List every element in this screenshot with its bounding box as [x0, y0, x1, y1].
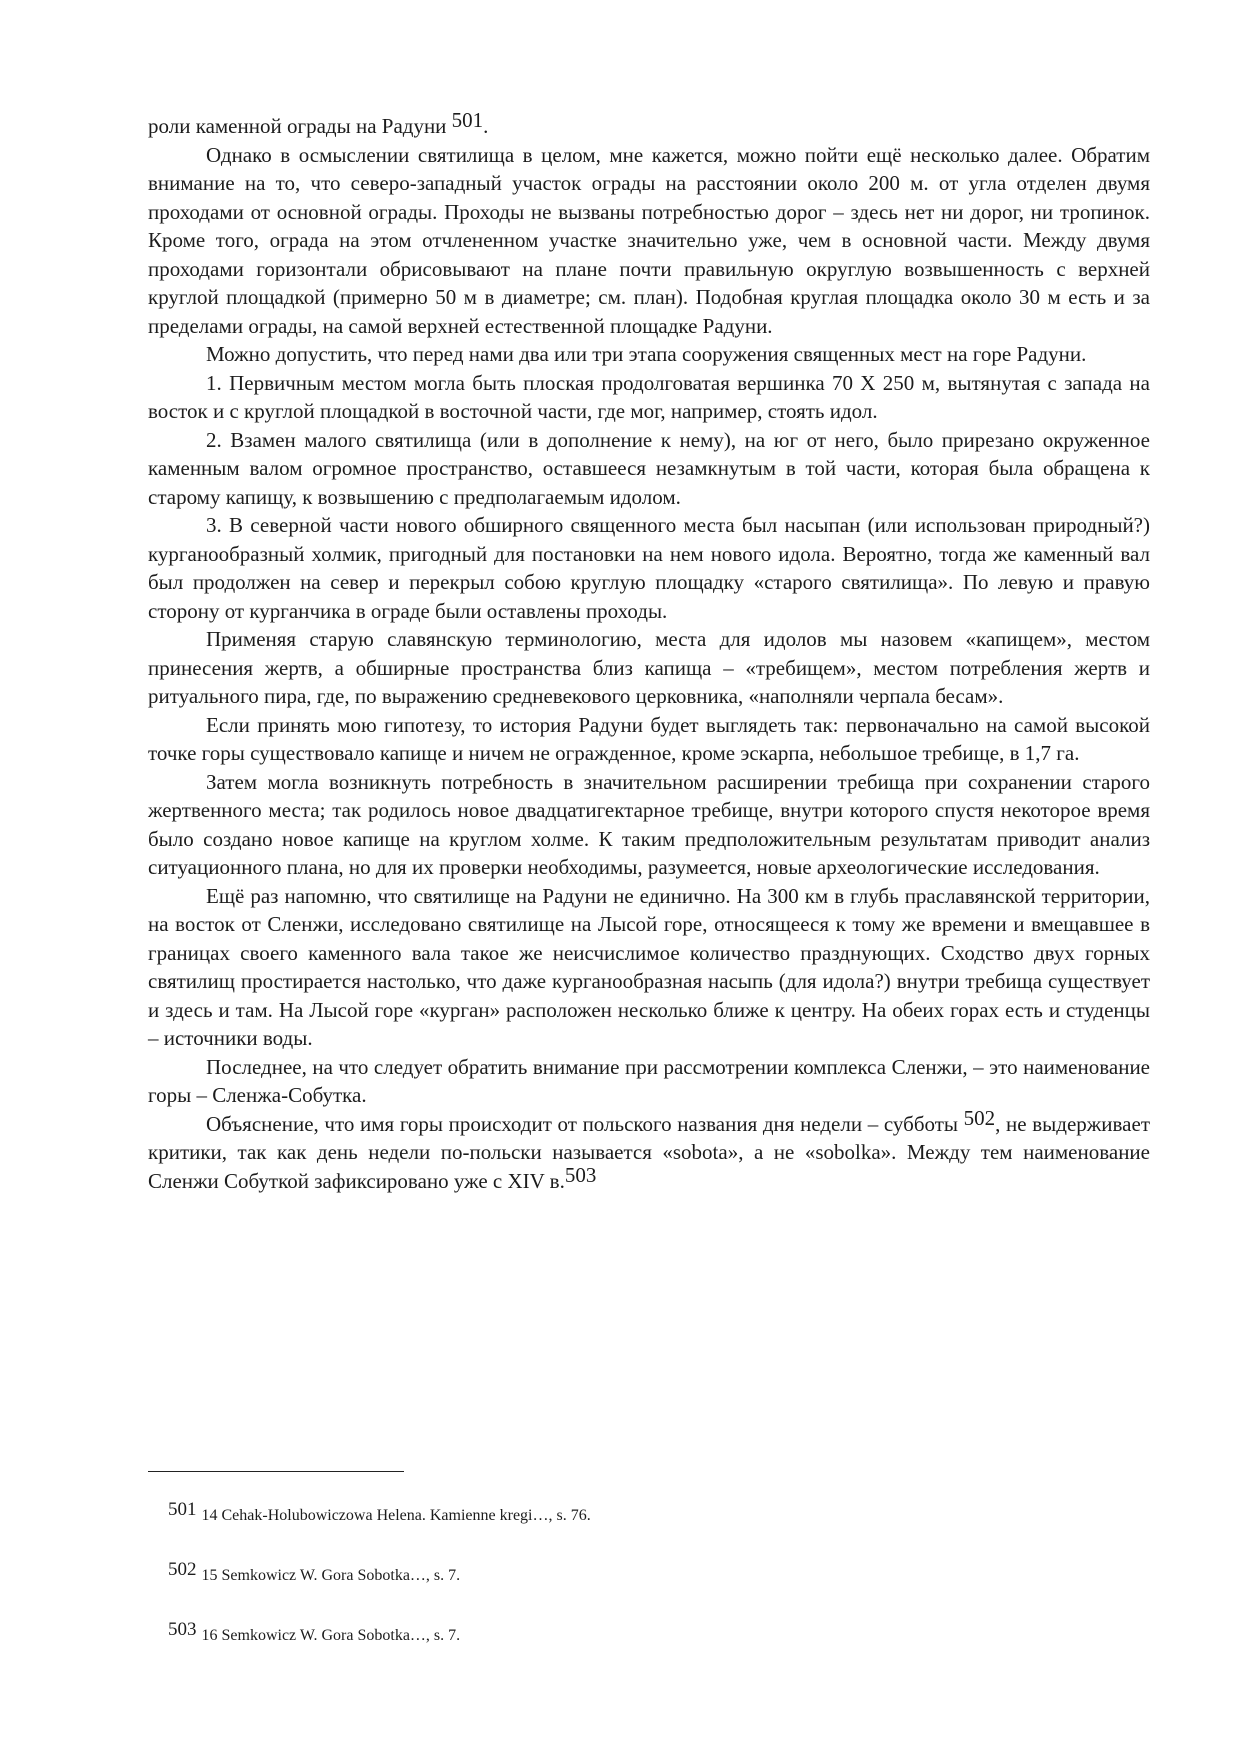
- footnote-ref[interactable]: 502: [963, 1105, 996, 1130]
- paragraph-tail: .: [483, 114, 489, 138]
- paragraph-11: [148, 1105, 1150, 1196]
- list-item-3: 3. В северной части нового обширного священного места был насыпан (или использован природный?) курганообразный холмик, пригодный для постановки на нем нового идола. Вероятно, тогда же каменный вал был продолжен на север и перекрыл собою круглую площадку «старого святилища». По левую и правую сторону от курганчика в ограде были оставлены проходы.: [148, 513, 1150, 623]
- paragraph-text: роли каменной ограды на Радуни: [148, 114, 452, 138]
- footnote-number: 503: [168, 1619, 197, 1640]
- paragraph-text: , не выдерживает критики, так как день недели по-польски называется «sobota», а не «sobolka». Между тем наименование Сленжи Собуткой зафиксировано уже с XIV в.: [148, 1111, 1150, 1193]
- footnote-divider: [148, 1471, 404, 1472]
- footnote-ref[interactable]: 501: [451, 108, 484, 132]
- paragraph-2: Можно допустить, что перед нами два или три этапа сооружения священных мест на горе Радуни.: [206, 342, 1087, 366]
- footnote-text: 16 Semkowicz W. Gora Sobotka…, s. 7.: [201, 1627, 461, 1644]
- paragraph-0: [148, 108, 1150, 141]
- list-item-2: 2. Взамен малого святилища (или в дополнение к нему), на юг от него, было прирезано окруженное каменным валом огромное пространство, оставшееся незамкнутым в той части, которая была обращена к старому капищу, к возвышению с предполагаемым идолом.: [148, 427, 1150, 509]
- footnotes: [168, 1498, 591, 1678]
- page-body: [148, 108, 1150, 1195]
- footnote: [168, 1498, 591, 1528]
- footnote: [168, 1558, 591, 1588]
- paragraph-text: Объяснение, что имя горы происходит от польского названия дня недели – субботы: [206, 1111, 964, 1136]
- list-item-1: 1. Первичным местом могла быть плоская продолговатая вершинка 70 X 250 м, вытянутая с запада на восток и с круглой площадкой в восточной части, где мог, например, стоять идол.: [148, 370, 1150, 423]
- paragraph-10: Последнее, на что следует обратить внимание при рассмотрении комплекса Сленжи, – это наименование горы – Сленжа-Собутка.: [148, 1054, 1150, 1107]
- footnote-text: 15 Semkowicz W. Gora Sobotka…, s. 7.: [201, 1567, 461, 1584]
- footnote-ref[interactable]: 503: [564, 1162, 597, 1187]
- footnote-text: 14 Cehak-Holubowiczowa Helena. Kamienne kregi…, s. 76.: [201, 1507, 591, 1524]
- paragraph-8: Затем могла возникнуть потребность в значительном расширении требища при сохранении старого жертвенного места; так родилось новое двадцатигектарное требище, внутри которого спустя некоторое время было создано новое капище на круглом холме. К таким предположительным результатам приводит анализ ситуационного плана, но для их проверки необходимы, разумеется, новые археологические исследования.: [148, 769, 1150, 879]
- paragraph-9: Ещё раз напомню, что святилище на Радуни не единично. На 300 км в глубь праславянской территории, на восток от Сленжи, исследовано святилище на Лысой горе, относящееся к тому же времени и вмещавшее в границах своего каменного вала такое же неисчислимое количество празднующих. Сходство двух горных святилищ простирается настолько, что даже курганообразная насыпь (для идола?) внутри требища существует и здесь и там. На Лысой горе «курган» расположен несколько ближе к центру. На обеих горах есть и студенцы – источники воды.: [148, 883, 1150, 1050]
- paragraph-7: Если принять мою гипотезу, то история Радуни будет выглядеть так: первоначально на самой высокой точке горы существовало капище и ничем не огражденное, кроме эскарпа, небольшое требище, в 1,7 га.: [148, 712, 1150, 765]
- footnote-number: 501: [168, 1499, 197, 1520]
- paragraph-6: Применяя старую славянскую терминологию, места для идолов мы назовем «капищем», местом принесения жертв, а обширные пространства близ капища – «требищем», местом потребления жертв и ритуального пира, где, по выражению средневекового церковника, «наполняли черпала бесам».: [148, 627, 1150, 708]
- paragraph-1: Однако в осмыслении святилища в целом, мне кажется, можно пойти ещё несколько далее. Обратим внимание на то, что северо-западный участок ограды на расстоянии около 200 м. от угла отделен двумя проходами от основной ограды. Проходы не вызваны потребностью дорог – здесь нет ни дорог, ни тропинок. Кроме того, ограда на этом отчлененном участке значительно уже, чем в основной части. Между двумя проходами горизонтали обрисовывают на плане почти правильную округлую возвышенность с верхней круглой площадкой (примерно 50 м в диаметре; см. план). Подобная круглая площадка около 30 м есть и за пределами ограды, на самой верхней естественной площадке Радуни.: [148, 142, 1150, 338]
- footnote: [168, 1618, 591, 1648]
- footnote-number: 502: [168, 1559, 197, 1580]
